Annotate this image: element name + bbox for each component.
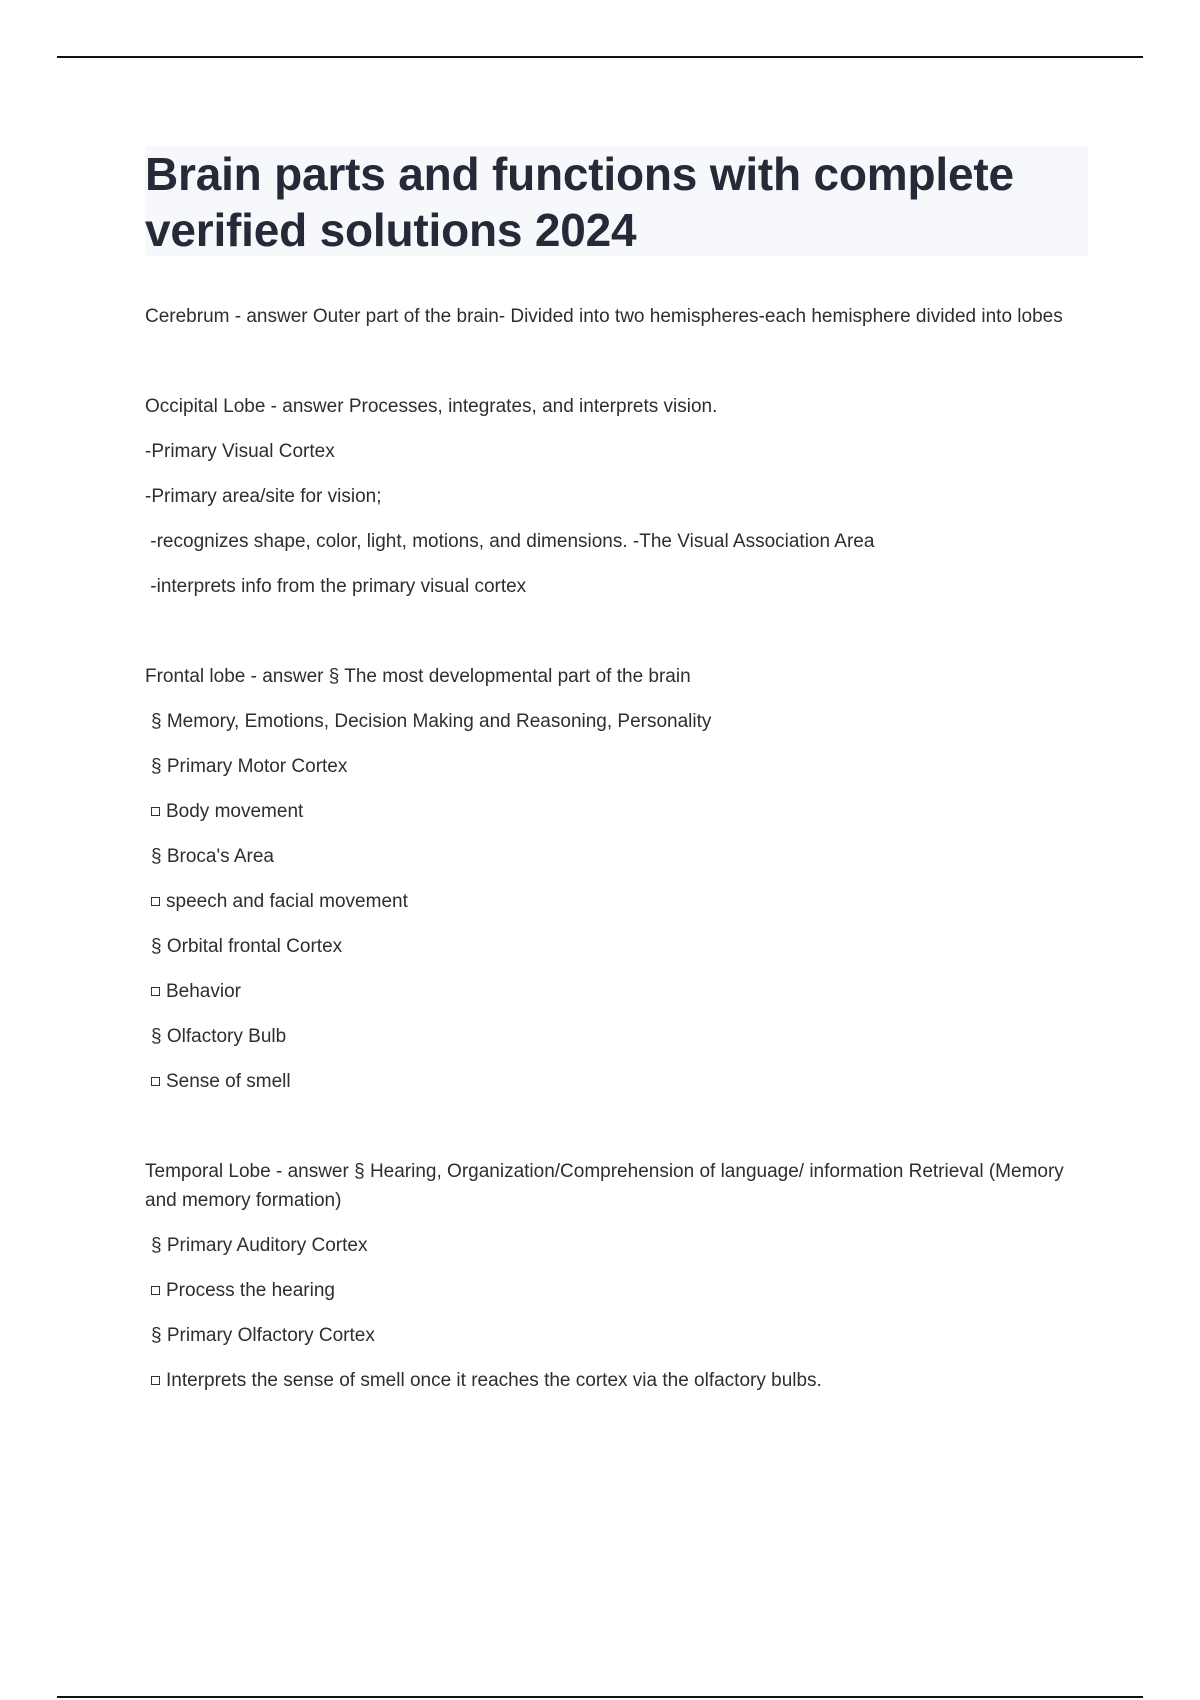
temporal-heading: Temporal Lobe - answer § Hearing, Organization/Comprehension of language/ information Retrieval (Memory and memory formation) xyxy=(145,1161,1064,1211)
bottom-rule xyxy=(57,1696,1143,1698)
occipital-heading: Occipital Lobe - answer Processes, integrates, and interprets vision. xyxy=(145,396,718,417)
cerebrum-entry xyxy=(145,302,1090,331)
square-bullet-icon xyxy=(151,987,160,996)
occipital-line: -Primary Visual Cortex xyxy=(145,441,335,462)
frontal-item xyxy=(145,797,1090,826)
square-bullet-icon xyxy=(151,897,160,906)
frontal-item xyxy=(145,977,1090,1006)
square-bullet-icon xyxy=(151,807,160,816)
frontal-heading: Frontal lobe - answer § The most developmental part of the brain xyxy=(145,666,691,687)
frontal-item-text: § Olfactory Bulb xyxy=(151,1026,287,1047)
square-bullet-icon xyxy=(151,1077,160,1086)
frontal-item-text: § Primary Motor Cortex xyxy=(151,756,348,777)
occipital-entry xyxy=(145,392,1090,601)
cerebrum-text: Cerebrum - answer Outer part of the brain- Divided into two hemispheres-each hemisphere divided into lobes xyxy=(145,306,1063,327)
temporal-item-text: § Primary Olfactory Cortex xyxy=(151,1325,375,1346)
page-title: Brain parts and functions with complete verified solutions 2024 xyxy=(145,148,1014,256)
frontal-item-text: § Broca's Area xyxy=(151,846,274,867)
temporal-entry xyxy=(145,1157,1090,1395)
frontal-item xyxy=(145,842,1090,871)
occipital-line: -recognizes shape, color, light, motions, and dimensions. -The Visual Association Area xyxy=(145,531,875,552)
frontal-item-text: speech and facial movement xyxy=(166,891,408,912)
temporal-item-text: Interprets the sense of smell once it reaches the cortex via the olfactory bulbs. xyxy=(166,1370,822,1391)
square-bullet-icon xyxy=(151,1376,160,1385)
temporal-item-text: § Primary Auditory Cortex xyxy=(151,1235,368,1256)
frontal-item-text: § Memory, Emotions, Decision Making and Reasoning, Personality xyxy=(151,711,712,732)
temporal-item-text: Process the hearing xyxy=(166,1280,335,1301)
temporal-item xyxy=(145,1276,1090,1305)
frontal-item-text: Sense of smell xyxy=(166,1071,291,1092)
temporal-item xyxy=(145,1321,1090,1350)
frontal-item-text: Body movement xyxy=(166,801,304,822)
frontal-item xyxy=(145,707,1090,736)
title-box xyxy=(145,146,1088,256)
square-bullet-icon xyxy=(151,1286,160,1295)
occipital-line: -Primary area/site for vision; xyxy=(145,486,382,507)
temporal-item xyxy=(145,1366,1090,1395)
frontal-entry xyxy=(145,662,1090,1096)
temporal-item xyxy=(145,1231,1090,1260)
document-body xyxy=(145,302,1090,1395)
top-rule xyxy=(57,56,1143,58)
frontal-item xyxy=(145,932,1090,961)
occipital-line: -interprets info from the primary visual cortex xyxy=(145,576,527,597)
frontal-item xyxy=(145,1067,1090,1096)
frontal-item xyxy=(145,1022,1090,1051)
frontal-item xyxy=(145,752,1090,781)
frontal-item-text: § Orbital frontal Cortex xyxy=(151,936,343,957)
frontal-item xyxy=(145,887,1090,916)
frontal-item-text: Behavior xyxy=(166,981,241,1002)
